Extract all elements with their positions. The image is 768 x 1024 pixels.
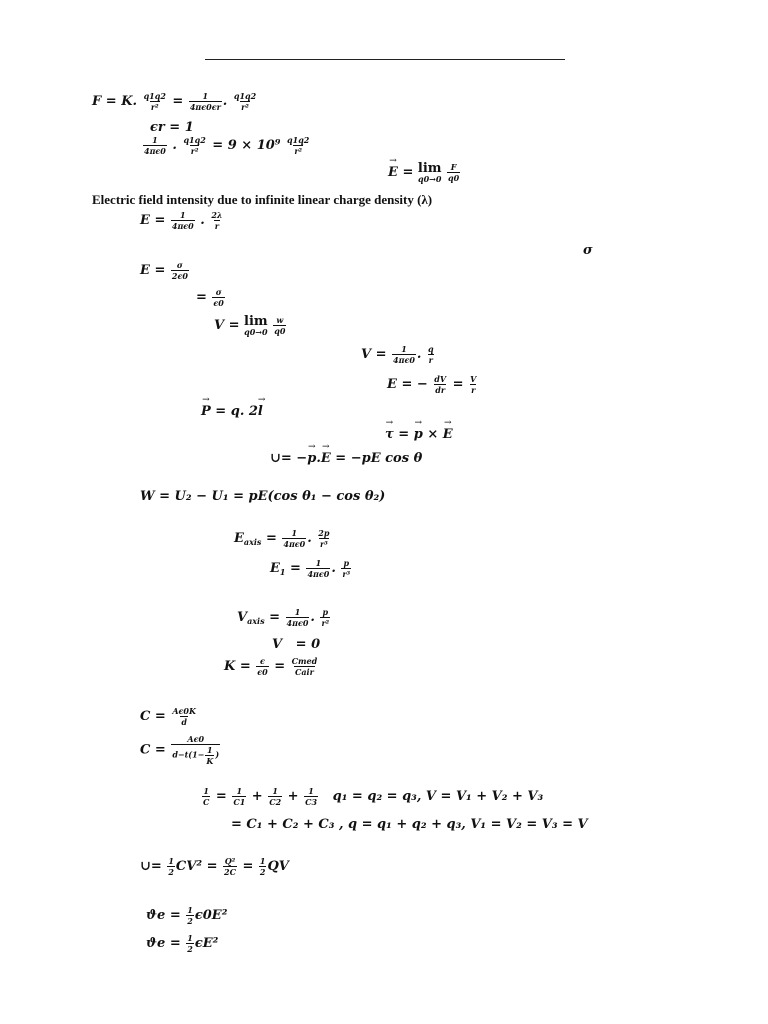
axial-field: $E_{axis}$ = $\frac{1}{4\pi\epsilon 0}$ . $\frac{2p}{\text{r³}}$ xyxy=(234,528,330,549)
work-done: W = U₂ − U₁ = pE(cos θ₁ − cos θ₂) xyxy=(140,489,386,504)
field-potential-relation: E = − $\frac{dV}{dr}$ = $\frac{V}{r}$ xyxy=(387,374,477,395)
potential-definition: V = lim q0→0 $\frac{w}{q0}$ xyxy=(214,314,286,337)
torque: → τ = → p × → E xyxy=(385,428,453,441)
dielectric-constant: K = $\frac{\epsilon}{\epsilon 0}$ = $\frac{\text{Cmed}}{\text{Cair}}$ xyxy=(224,656,318,677)
capacitor-energy: ∪= $\frac{1}{2}$ CV² = $\frac{\text{Q²}}{2C}$ = $\frac{1}{2}$ QV xyxy=(140,856,289,877)
parallel-capacitance: = C₁ + C₂ + C₃ , q = q₁ + q₂ + q₃, V₁ = V₂ = V₃ = V xyxy=(231,817,588,832)
field-definition: → E = lim q0→0 $\frac{F}{q0}$ xyxy=(388,162,461,183)
energy-density-vacuum: ϑe = $\frac{1}{2}$ ϵ0E² xyxy=(146,905,228,926)
line-charge-field: E = $\frac{1}{4\pi\epsilon 0}$ . $\frac{2\lambda}{r}$ xyxy=(140,210,223,231)
capacitance-slab: C = Aϵ0 d−t(1− $\frac{1}{K}$ ) xyxy=(140,734,220,766)
conductor-field: = $\frac{\sigma}{\epsilon 0}$ xyxy=(196,287,224,308)
sheet-field: E = $\frac{\sigma}{2\epsilon 0}$ xyxy=(140,260,188,281)
sigma-label: σ xyxy=(583,243,593,258)
dipole-energy: ∪= −→ p.→ E = −pE cos θ xyxy=(270,452,422,465)
equatorial-field: $E_1$ = $\frac{1}{4\pi\epsilon 0}$ . $\frac{p}{\text{r³}}$ xyxy=(270,558,351,579)
section-heading: Electric field intensity due to infinite linear charge density (λ) xyxy=(92,192,433,207)
point-potential: V = $\frac{1}{4\pi\epsilon 0}$ . $\frac{q}{r}$ xyxy=(361,344,434,365)
coulomb-law: F = K. $\frac{q1q2}{\text{r²}}$ = $\frac{1}{4\pi\epsilon 0\epsilon r}$ . $\frac{q1q2}{\text{r²}}$ xyxy=(92,91,257,112)
top-rule xyxy=(205,59,565,60)
equatorial-potential: V = 0 xyxy=(272,637,321,652)
dipole-moment: → P = q. 2→ l xyxy=(201,405,263,418)
relative-permittivity: ϵr = 1 xyxy=(150,120,194,135)
coulomb-constant: $\frac{1}{4\pi\epsilon 0}$ . $\frac{q1q2}{\text{r²}}$ = 9 × 10⁹ $\frac{q1q2}{\text{r²}}$ xyxy=(144,135,310,156)
capacitance-dielectric: C = $\frac{A\epsilon 0K}{d}$ xyxy=(140,706,196,727)
series-capacitance: $\frac{1}{C}$ = $\frac{1}{C1}$ + $\frac{1}{C2}$ + $\frac{1}{C3}$ q₁ = q₂ = q₃, V = V₁ + V₂ + V₃ xyxy=(203,786,544,807)
energy-density-medium: ϑe = $\frac{1}{2}$ ϵE² xyxy=(146,933,219,954)
axial-potential: $V_{axis}$ = $\frac{1}{4\pi\epsilon 0}$ . $\frac{p}{\text{r²}}$ xyxy=(237,607,330,628)
